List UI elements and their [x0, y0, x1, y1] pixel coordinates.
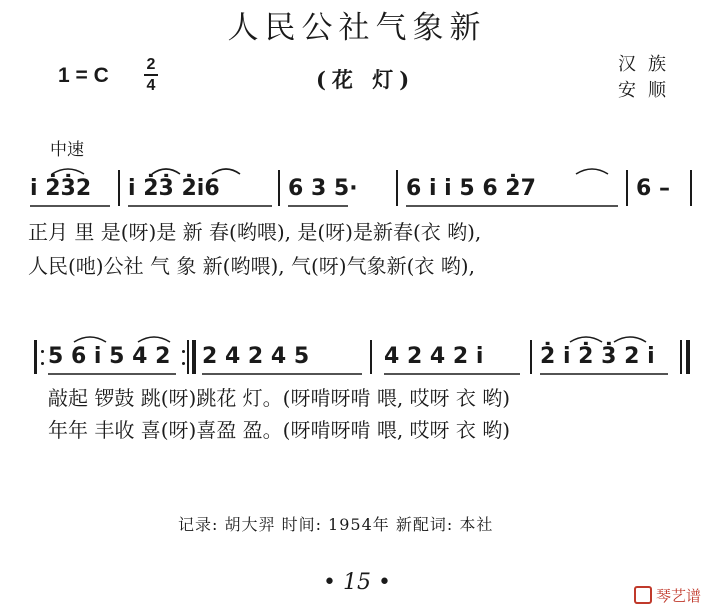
system1-measure-5: 6 – — [636, 176, 670, 201]
system1-measure-2: i 2̇3̇ 2̇i6 — [128, 176, 220, 201]
watermark-logo-icon — [634, 586, 652, 604]
system2-measure-3: 4 2 4 2 i — [384, 344, 484, 369]
system2-measure-4: 2̇ i 2̇ 3̇ 2 i — [540, 344, 655, 369]
watermark — [634, 585, 701, 606]
genre-label: (花 灯) — [316, 67, 416, 92]
key-signature: 1 = C — [58, 64, 109, 87]
system1-measure-1: i 2̇3̇2 — [30, 176, 92, 201]
watermark-text: 琴艺谱 — [656, 587, 702, 605]
song-title: 人民公社气象新 — [227, 10, 487, 46]
region: 安顺 — [618, 80, 678, 101]
lyric-line-1: 正月 里 是(呀)是 新 春(哟喂), 是(呀)是新春(衣 哟), — [28, 220, 482, 244]
page-number: • 15 • — [323, 570, 391, 595]
system2-measure-2: 2 4 2 4 5 — [202, 344, 310, 369]
time-denominator: 4 — [146, 77, 156, 94]
lyric-line-3: 敲起 锣鼓 跳(呀)跳花 灯。(呀啃呀啃 喂, 哎呀 衣 哟) — [48, 386, 511, 410]
time-numerator: 2 — [146, 56, 156, 73]
system1-measure-3: 6 3 5· — [288, 176, 358, 201]
credits-line: 记录: 胡大羿 时间: 1954年 新配词: 本社 — [178, 515, 494, 534]
system1-measure-4: 6 i i 5 6 2̇7 — [406, 176, 536, 201]
tempo-marking: 中速 — [50, 140, 84, 160]
lyric-line-4: 年年 丰收 喜(呀)喜盈 盈。(呀啃呀啃 喂, 哎呀 衣 哟) — [48, 418, 511, 442]
ethnicity: 汉族 — [618, 54, 678, 75]
lyric-line-2: 人民(吔)公社 气 象 新(哟喂), 气(呀)气象新(衣 哟), — [28, 254, 475, 278]
system2-measure-1: 5 6 i 5 4 2 — [48, 344, 171, 369]
